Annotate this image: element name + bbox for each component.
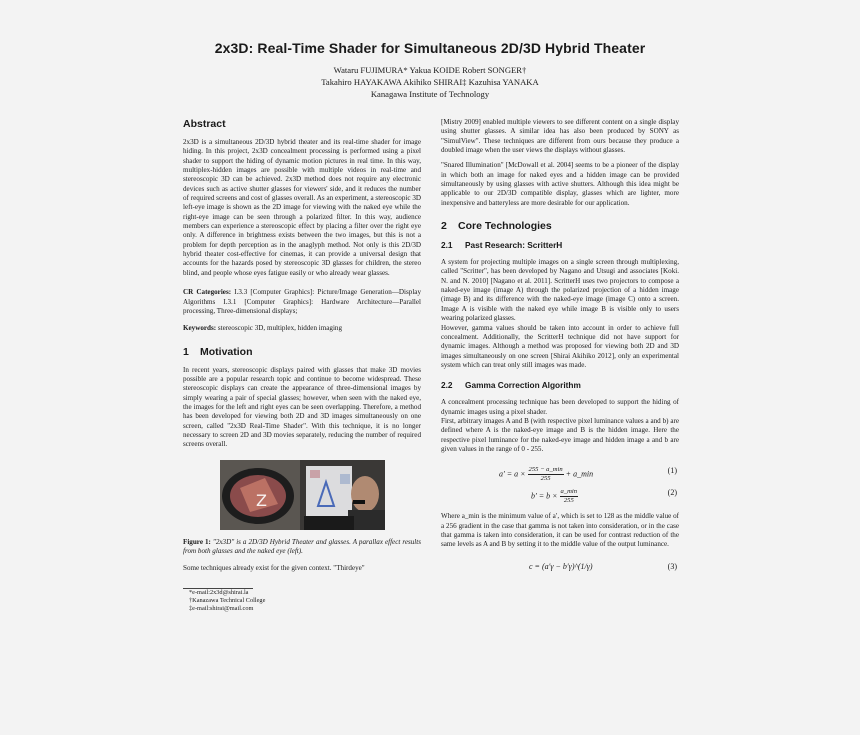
section-2-2-number: 2.2 xyxy=(441,380,453,391)
equation-2 xyxy=(441,482,679,504)
svg-text:Z: Z xyxy=(255,490,267,510)
equation-3 xyxy=(441,556,679,578)
section-1-text: In recent years, stereoscopic displays paired with glasses that make 3D movies possible are a popular research topic and continue to become widespread. These stereoscopic displays can create the appearance of three-dimensional images by simply wearing a pair of special glasses; however, when seen with the naked eye, the images for the left and right eyes can be seen overlapping. Therefore, a method has been developed for viewing both 2D and 3D images simultaneously on one screen, called "2x3D Real-Time Shader". With this technique, it is no longer necessary to screen 2D and 3D movies separately, reducing the number of required screens overall. xyxy=(183,365,421,449)
right-paragraph-2: "Snared Illumination" [McDowall et al. 2004] seems to be a pioneer of the display in which both an image for naked eyes and a hidden image can be provided simultaneously by using glasses with active shutters. Although this idea might be applicable to our 2D/3D compatible display, glasses which are lighter, more inexpensive and batteryless are more desirable for our application. xyxy=(441,161,679,207)
footnote-2: †Kanazawa Technical College xyxy=(189,596,266,604)
after-figure-text: Some techniques already exist for the given context. "Thirdeye" xyxy=(183,564,365,573)
figure-1-image xyxy=(220,460,385,530)
equation-1 xyxy=(441,460,679,482)
section-2-title: Core Technologies xyxy=(458,220,552,233)
keywords-label: Keywords: xyxy=(183,324,217,333)
equation-1-numerator: 255 − a_min xyxy=(528,466,563,474)
footnote-1: *e-mail:2x3d@shirai.la xyxy=(189,588,249,596)
section-2-2-text-1: A concealment processing technique has been developed to support the hiding of dynamic images using a pixel shader. xyxy=(441,398,679,416)
section-2-1-text-1: A system for projecting multiple images on a single screen through multiplexing, called "Scritter", has been developed by Nagano and Utsugi and associates [Koki. N. and N. 2010] [Nagano et al. 2011]. ScritterH uses two projectors to compose a naked-eye image (image A) through the polarized projection of a hidden image (image B) and its difference with the naked-eye image (image C) onto a screen. Image A is visible with the naked eye while image B is visible only to users wearing polarized glasses. xyxy=(441,258,679,323)
cr-label: CR Categories: xyxy=(183,288,232,297)
equation-1-rhs: + a_min xyxy=(565,469,594,479)
section-1-number: 1 xyxy=(183,345,189,358)
equation-1-denominator: 255 xyxy=(540,475,551,483)
keywords xyxy=(183,324,421,333)
affiliation: Kanagawa Institute of Technology xyxy=(370,89,490,99)
authors-line-1: Wataru FUJIMURA* Yakua KOIDE Robert SONGER† xyxy=(333,65,527,75)
section-2-2-heading xyxy=(441,380,679,390)
keywords-text: stereoscopic 3D, multiplex, hidden imaging xyxy=(217,324,343,333)
cr-text: I.3.3 [Computer Graphics]: Picture/Image Generation—Display Algorithms I.3.1 [Computer Graphics]: Hardware Architecture—Parallel processing, Three-dimensional displays; xyxy=(183,288,421,315)
equation-2-number: (2) xyxy=(667,488,677,498)
figure-1-caption xyxy=(183,538,421,557)
section-2-2-text-2: First, arbitrary images A and B (with respective pixel luminance values a and b) are defined where A is the naked-eye image and B is the hidden image. Here the respective pixel luminance for the naked-eye image and hidden image a and b are given values in the range of 0 - 255. xyxy=(441,416,679,453)
section-2-heading xyxy=(441,220,679,232)
figure-1-label: Figure 1: xyxy=(183,537,211,546)
paper-title: 2x3D: Real-Time Shader for Simultaneous 2D/3D Hybrid Theater xyxy=(214,40,646,56)
authors-line-2: Takahiro HAYAKAWA Akihiko SHIRAI‡ Kazuhisa YANAKA xyxy=(321,77,539,87)
section-2-1-title: Past Research: ScritterH xyxy=(465,240,563,251)
section-2-2-text-3: Where a_min is the minimum value of a′, which is set to 128 as the middle value of a 256 gradient in the case that gamma is not taken into consideration, or in the case that gamma is taken into consideration, it can be used for contrast reduction of the same levels as A and B by setting it to the middle value of the output luminance. xyxy=(441,512,679,549)
section-1-heading xyxy=(183,346,421,358)
left-column xyxy=(183,118,421,613)
section-1-title: Motivation xyxy=(200,345,253,358)
equation-2-lhs: b′ = b × xyxy=(531,491,558,501)
equation-3-body: c = (a′γ − b′γ)^(1/γ) xyxy=(529,561,593,571)
right-column xyxy=(441,118,679,578)
section-2-1-heading xyxy=(441,240,679,250)
equation-2-denominator: 255 xyxy=(563,497,574,505)
abstract-text: 2x3D is a simultaneous 2D/3D hybrid theater and its real-time shader for image hiding. In this project, 2x3D concealment processing is performed using a pixel shader to support the hiding of dynamic motion pictures in real time. In this way, multiplex-hidden images are possible with multiple videos in real-time and stereoscopic 3D can be achieved. 2x3D method does not require any electronic devices such as active shutter glasses for viewers' side, and it reduces the number of required screens and cost of glasses overall. As an experiment, a stereoscopic 3D left-eye image is shown as the 2D image for viewing with the naked eye while the right-eye image can be seen through a polarized filter. In this way, audience members can experience a stereoscopic effect by placing a filter over the right eye only. A difference in brightness exists between the two images, but this is not a problem for depth perception as in the anaglyph method. Not only is this 2D/3D hybrid theater cost-effective for cinemas, it can provide a universal design that accounts for the hazards posed by stereoscopic 3D glasses for children, the stereo blind, and people whose eyes fatigue easily or who already wear glasses. xyxy=(183,138,421,277)
figure-1-photo xyxy=(220,460,385,530)
right-paragraph-1: [Mistry 2009] enabled multiple viewers to see different content on a single display using shutter glasses. A similar idea has also been produced by SONY as "SimulView". These techniques are different from ours because they produce a doubled image when the user views the displays without glasses. xyxy=(441,118,679,155)
equation-1-number: (1) xyxy=(667,466,677,476)
section-2-2-title: Gamma Correction Algorithm xyxy=(465,380,581,391)
footnote-3: ‡e-mail:shirai@mail.com xyxy=(189,605,254,613)
section-2-number: 2 xyxy=(441,220,447,233)
equation-2-numerator: a_min xyxy=(560,488,578,496)
section-2-1-number: 2.1 xyxy=(441,240,453,251)
equation-3-number: (3) xyxy=(667,561,677,571)
abstract-heading: Abstract xyxy=(183,118,226,130)
cr-categories xyxy=(183,288,421,316)
equation-1-lhs: a′ = a × xyxy=(499,469,526,479)
section-2-1-text-2: However, gamma values should be taken into account in order to achieve full concealment. Additionally, the ScritterH technique did not have support for dynamic images. Although a method was proposed for viewing both 2D and 3D images simultaneously on one screen [Shirai Akihiko 2012], only an experimental system which can treat only still images was made. xyxy=(441,323,679,369)
figure-1-caption-text: "2x3D" is a 2D/3D Hybrid Theater and glasses. A parallax effect results from both glasses and the naked eye (left). xyxy=(183,537,421,555)
